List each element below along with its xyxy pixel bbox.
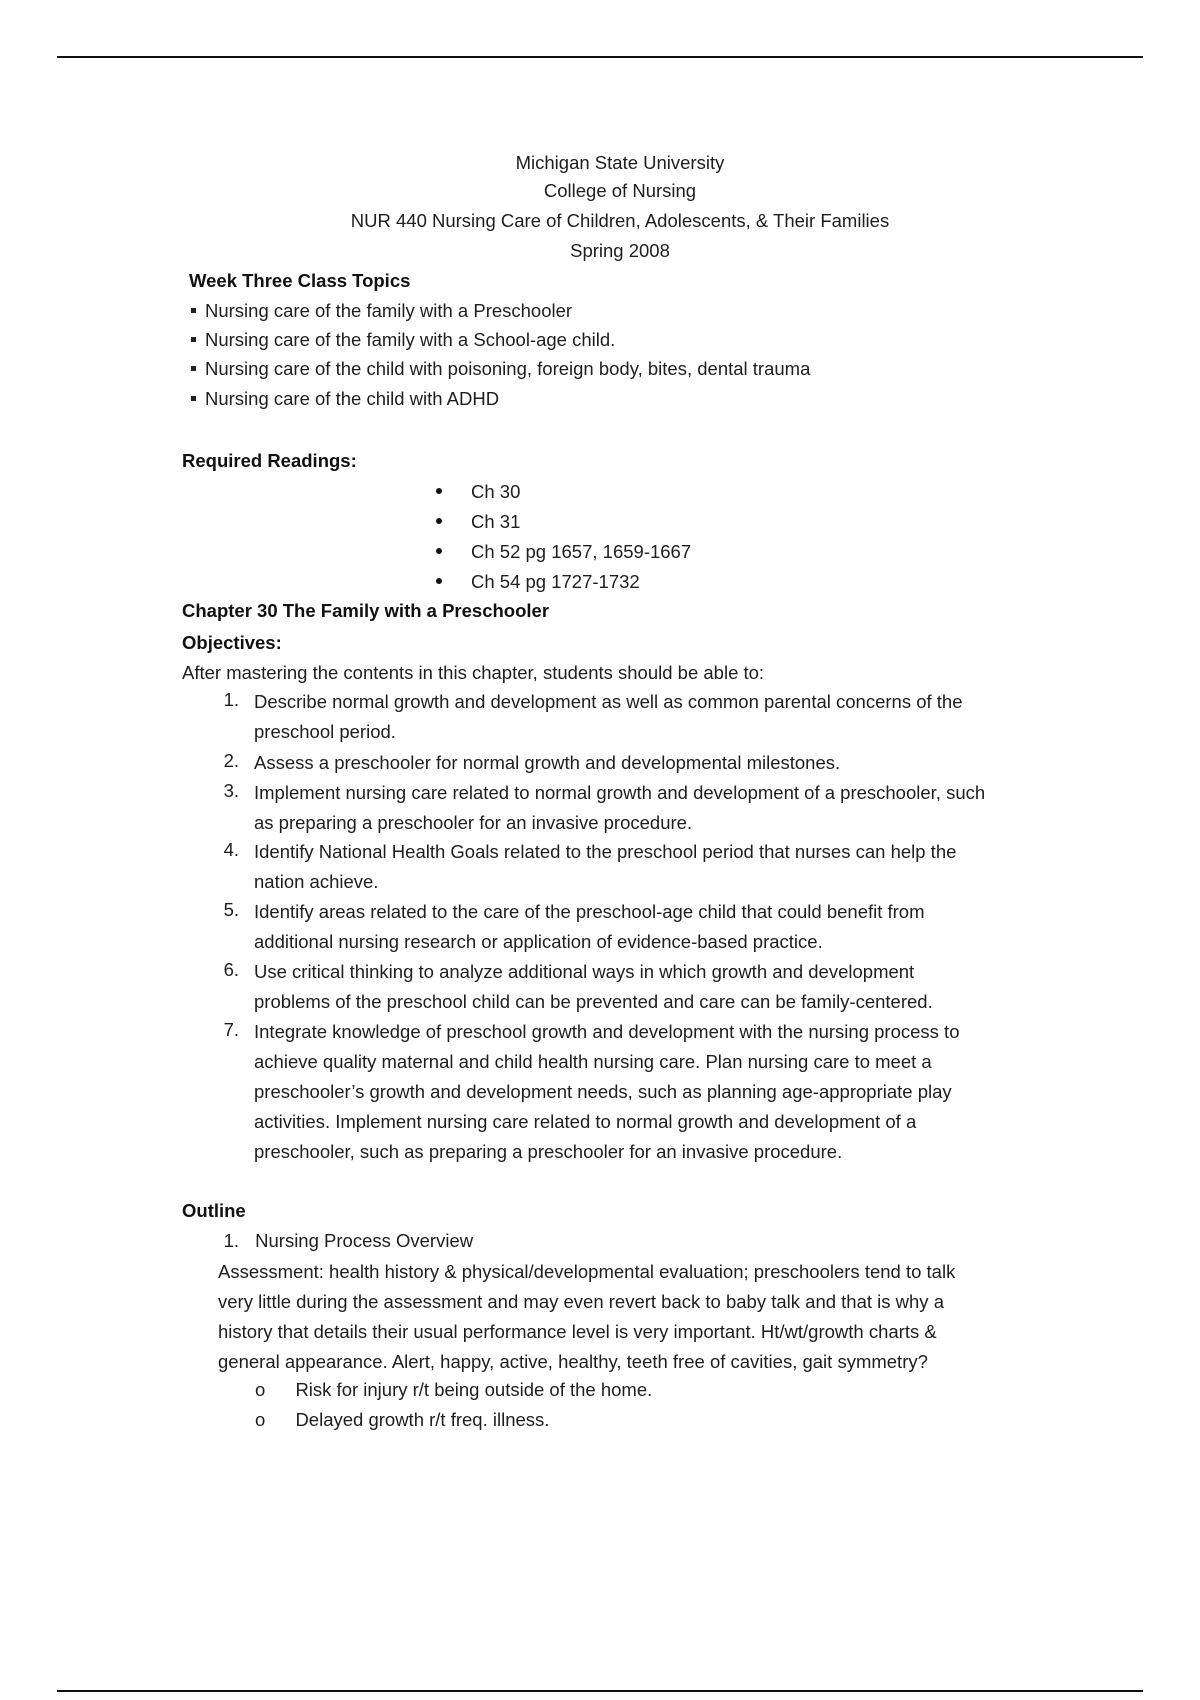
course-title: NUR 440 Nursing Care of Children, Adolescents, & Their Families	[350, 210, 890, 231]
readings-heading: Required Readings:	[182, 450, 357, 471]
list-item: Ch 52 pg 1657, 1659-1667	[436, 539, 691, 565]
term: Spring 2008	[570, 240, 670, 261]
list-item: Ch 54 pg 1727-1732	[436, 569, 640, 595]
bullet-dot-icon	[436, 578, 442, 584]
outline-heading: Outline	[182, 1200, 246, 1221]
bullet-dot-icon	[436, 518, 442, 524]
bullet-o-icon: o	[255, 1409, 266, 1430]
list-item: o Delayed growth r/t freq. illness.	[255, 1409, 550, 1430]
list-item: o Risk for injury r/t being outside of the home.	[255, 1379, 653, 1400]
outline-item: 1. Nursing Process Overview	[223, 1230, 474, 1251]
bottom-rule	[57, 1690, 1143, 1692]
chapter-title: Chapter 30 The Family with a Preschooler	[182, 600, 550, 621]
list-item: Nursing care of the family with a Preschooler	[191, 298, 572, 324]
bullet-o-icon: o	[255, 1379, 266, 1400]
objectives-heading: Objectives:	[182, 632, 282, 653]
bullet-square-icon	[191, 396, 196, 401]
assessment-paragraph: Assessment: health history & physical/developmental evaluation; preschoolers tend to talk very little during the assessment and may even revert back to baby talk and that is why a history that details their usual performance level is very important. Ht/wt/growth charts & general appearance. Alert, happy, active, healthy, teeth free of cavities, gait symmetry?	[218, 1261, 956, 1372]
list-item: Nursing care of the family with a School-age child.	[191, 327, 615, 353]
list-item: Ch 31	[436, 509, 520, 535]
objectives-intro: After mastering the contents in this chapter, students should be able to:	[182, 662, 765, 683]
list-item: Nursing care of the child with poisoning, foreign body, bites, dental trauma	[191, 356, 810, 382]
bullet-dot-icon	[436, 488, 442, 494]
bullet-dot-icon	[436, 548, 442, 554]
bullet-square-icon	[191, 366, 196, 371]
list-item: Ch 30	[436, 479, 520, 505]
document-page: Michigan State University College of Nursing NUR 440 Nursing Care of Children, Adolescents, & Their Families Spring 2008 Week Three Class Topics Nursing care of the family with a Preschooler Nursing care of the family with a School-age child. Nursing care of the child with poisoning, foreign body, bites, dental trauma Nursing care of the child with ADHD Required Readings: Ch 30 Ch 31 Ch 52 pg 1657, 1659-1667 Ch 54 pg 1727-1732 Chapter 30 The Family with a Preschooler Objectives: After mastering the contents in this chapter, students should be able to: 1. Describe normal growth and development as well as common parental concerns of the preschool period. 2. Assess a preschooler for normal growth and developmental milestones. 3. Implement nursing care related to normal growth and development of a preschooler, such as preparing a preschooler for an invasive procedure. 4. Identify National Health Goals related to the preschool period that nurses can help the nation achieve. 5. Identify areas related to the care of the preschool-age child that could benefit from additional nursing research or application of evidence-based practice. 6. Use critical thinking to analyze additional ways in which growth and development problems of the preschool child can be prevented and care can be family-centered. 7. Integrate knowledge of preschool growth and development with the nursing process to achieve quality maternal and child health nursing care. Plan nursing care to meet a preschooler’s growth and development needs, such as planning age-appropriate play activities. Implement nursing care related to normal growth and development of a preschooler, such as preparing a preschooler for an invasive procedure. Outline 1. Nursing Process Overview Assessment: health history & physical/developmental evaluation; preschoolers tend to talk very little during the assessment and may even revert back to baby talk and that is why a history that details their usual performance level is very important. Ht/wt/growth charts & general appearance. Alert, happy, active, healthy, teeth free of cavities, gait symmetry? o Risk for injury r/t being outside of the home. o Delayed growth r/t freq. illness.	[0, 0, 1200, 1700]
bullet-square-icon	[191, 308, 196, 313]
college-name: College of Nursing	[543, 180, 697, 201]
list-item: Nursing care of the child with ADHD	[191, 386, 499, 412]
week-topics-heading: Week Three Class Topics	[189, 270, 411, 291]
bullet-square-icon	[191, 337, 196, 342]
university-name: Michigan State University	[515, 152, 725, 173]
